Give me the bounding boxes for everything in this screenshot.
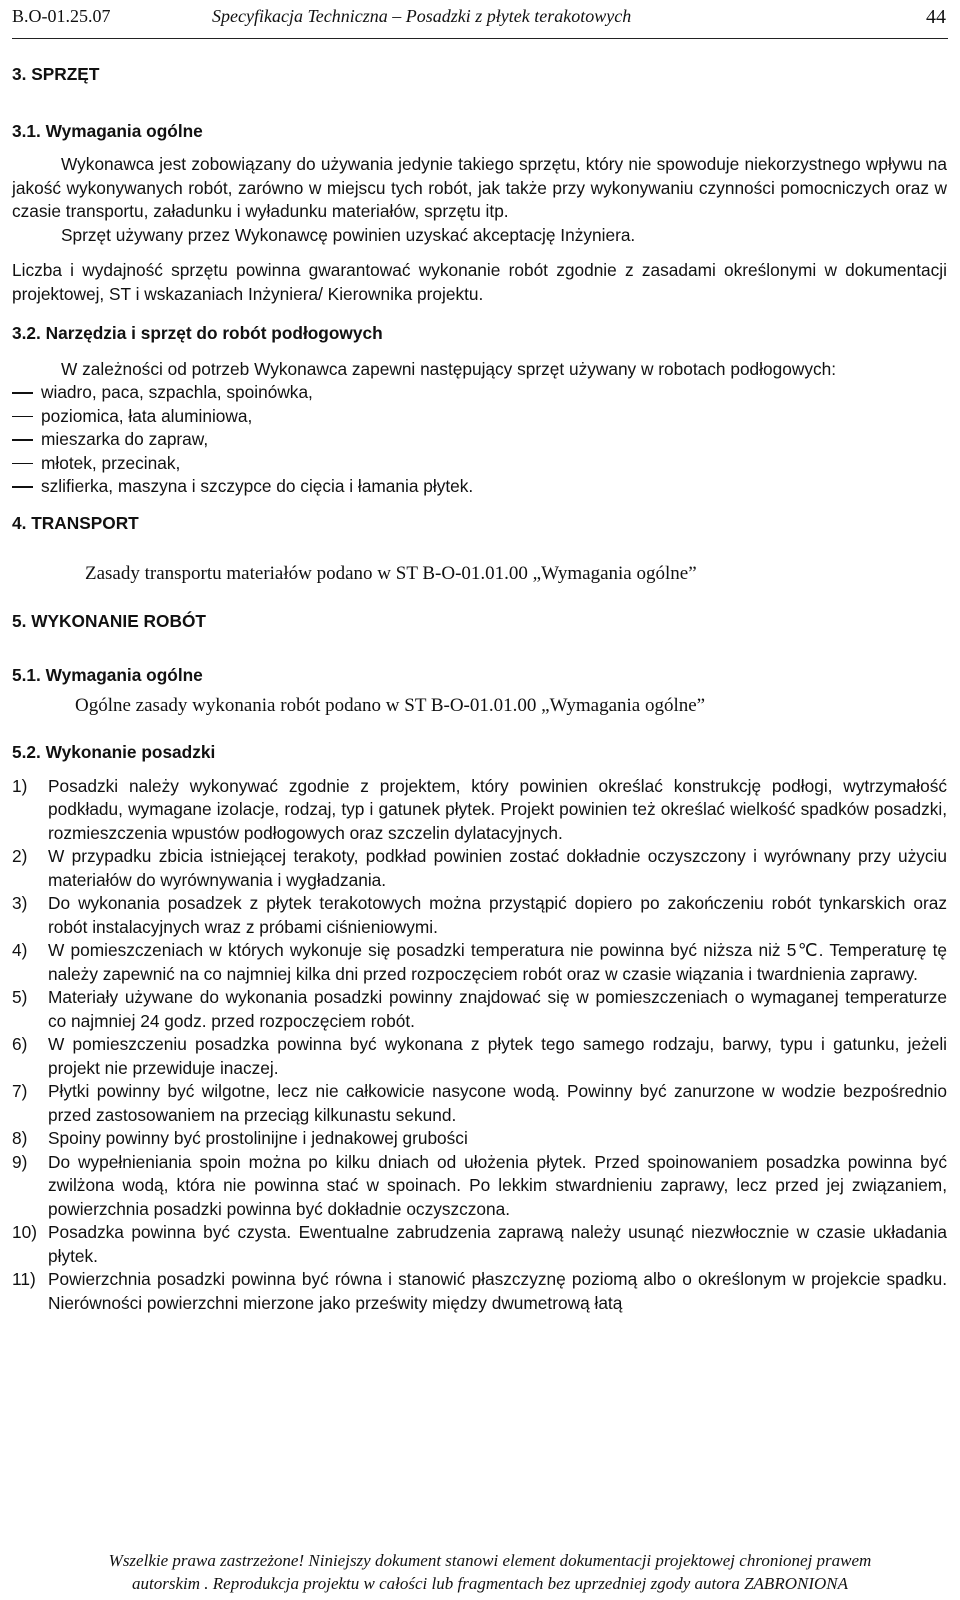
list-item-text: wiadro, paca, szpachla, spoinówka, [41, 382, 313, 402]
list-item [12, 381, 947, 405]
list-item [12, 475, 947, 499]
list-item [12, 1127, 947, 1151]
item-number: 4) [12, 940, 28, 960]
item-number: 10) [12, 1222, 37, 1242]
execution-steps-list [12, 775, 947, 1316]
item-number: 5) [12, 987, 28, 1007]
item-text: W przypadku zbicia istniejącej terakoty, podkład powinien zostać dokładnie oczyszczony i wyrównany przy użyciu materiałów do wyrównywania i wygładzania. [48, 846, 947, 890]
page-content [12, 40, 947, 1315]
section-5-heading: 5. WYKONANIE ROBÓT [12, 610, 206, 631]
section-3-1-paragraph-2: Sprzęt używany przez Wykonawcę powinien uzyskać akceptację Inżyniera. [61, 224, 636, 245]
list-item [12, 1268, 947, 1315]
list-item [12, 405, 947, 429]
footer-line-2: autorskim . Reprodukcja projektu w całości lub fragmentach bez uprzedniej zgody autora ZABRONIONA [132, 1574, 848, 1593]
item-text: Spoiny powinny być prostolinijne i jednakowej grubości [48, 1128, 468, 1148]
item-number: 1) [12, 775, 28, 796]
tools-list [12, 381, 947, 499]
dash-bullet [12, 463, 33, 465]
item-text: Do wypełnieniania spoin można po kilku dniach od ułożenia płytek. Przed spoinowaniem posadzka powinna być zwilżona wodą, która nie powinna stać w spoinach. Po lekkim stwardnieniu zaprawy, lecz przed jej związaniem, powierzchnia posadzki powinna być dokładnie oczyszczona. [48, 1151, 947, 1219]
list-item-text: szlifierka, maszyna i szczypce do cięcia i łamania płytek. [41, 476, 474, 496]
section-3-1-heading: 3.1. Wymagania ogólne [12, 120, 203, 141]
item-text: W pomieszczeniach w których wykonuje się posadzki temperatura nie powinna być niższa niż 5℃. Temperaturę tę należy zapewnić na co najmniej kilka dni przed rozpoczęciem robót oraz w czasie wiązania i twardnienia zaprawy. [48, 940, 947, 984]
section-3-1-paragraph-3: Liczba i wydajność sprzętu powinna gwarantować wykonanie robót zgodnie z zasadami określonymi w dokumentacji projektowej, ST i wskazaniach Inżyniera/ Kierownika projektu. [12, 260, 947, 304]
item-text: Materiały używane do wykonania posadzki powinny znajdować się w pomieszczeniach o wymaganej temperaturze co najmniej 24 godz. przed rozpoczęciem robót. [48, 987, 947, 1031]
list-item [12, 1151, 947, 1222]
page-footer [40, 1549, 940, 1595]
item-number: 9) [12, 1151, 28, 1172]
item-text: Do wykonania posadzek z płytek terakotowych można przystąpić dopiero po zakończeniu robót tynkarskich oraz robót instalacyjnych wraz z próbami ciśnieniowymi. [48, 893, 947, 937]
item-number: 3) [12, 893, 28, 913]
item-number: 2) [12, 846, 28, 866]
list-item [12, 845, 947, 892]
section-3-2-heading: 3.2. Narzędzia i sprzęt do robót podłogowych [12, 323, 383, 343]
item-text: Płytki powinny być wilgotne, lecz nie całkowicie nasycone wodą. Powinny być zanurzone w wodzie bezpośrednio przed zastosowaniem na przeciąg kilkunastu sekund. [48, 1081, 947, 1125]
section-5-1-heading: 5.1. Wymagania ogólne [12, 665, 203, 685]
dash-bullet [12, 486, 33, 488]
document-code: B.O-01.25.07 [12, 6, 111, 26]
list-item [12, 775, 947, 846]
dash-bullet [12, 439, 33, 441]
footer-line-1: Wszelkie prawa zastrzeżone! Niniejszy dokument stanowi element dokumentacji projektowej chronionej prawem [108, 1551, 872, 1570]
section-5-1-text: Ogólne zasady wykonania robót podano w ST B-O-01.01.00 „Wymagania ogólne” [75, 694, 706, 716]
item-number: 8) [12, 1128, 28, 1148]
item-number: 11) [12, 1269, 36, 1289]
section-4-heading: 4. TRANSPORT [12, 512, 139, 533]
item-text: Powierzchnia posadzki powinna być równa i stanowić płaszczyznę poziomą albo o określonym w projekcie spadku. Nierówności powierzchni mierzone jako prześwity między dwumetrową łatą [48, 1269, 947, 1313]
list-item-text: poziomica, łata aluminiowa, [41, 405, 253, 426]
list-item [12, 428, 947, 452]
item-number: 6) [12, 1034, 28, 1054]
dash-bullet [12, 392, 33, 394]
section-3-2-intro: W zależności od potrzeb Wykonawca zapewni następujący sprzęt używany w robotach podłogowych: [61, 358, 837, 379]
section-5-2-heading: 5.2. Wykonanie posadzki [12, 742, 216, 762]
page-header [12, 4, 948, 39]
page-number: 44 [926, 6, 946, 28]
list-item [12, 1080, 947, 1127]
item-text: W pomieszczeniu posadzka powinna być wykonana z płytek tego samego rodzaju, barwy, typu i gatunku, jeżeli projekt nie przewiduje inaczej. [48, 1034, 947, 1078]
item-text: Posadzki należy wykonywać zgodnie z projektem, który powinien określać konstrukcję podłogi, wytrzymałość podkładu, wymagane izolacje, rodzaj, typ i gatunek płytek. Projekt powinien też określać wielkość spadków posadzki, rozmieszczenia wpustów podłogowych oraz szczelin dylatacyjnych. [48, 775, 947, 843]
list-item [12, 1033, 947, 1080]
item-number: 7) [12, 1081, 28, 1101]
list-item [12, 986, 947, 1033]
section-3-1-paragraph-1: Wykonawca jest zobowiązany do używania jedynie takiego sprzętu, który nie spowoduje niekorzystnego wpływu na jakość wykonywanych robót, zarówno w miejscu tych robót, jak także przy wykonywaniu czynności pomocniczych oraz w czasie transportu, załadunku i wyładunku materiałów, sprzętu itp. [12, 154, 947, 221]
list-item [12, 1221, 947, 1268]
list-item [12, 452, 947, 476]
list-item [12, 939, 947, 986]
section-3-heading: 3. SPRZĘT [12, 64, 100, 84]
list-item [12, 892, 947, 939]
document-title: Specyfikacja Techniczna – Posadzki z płytek terakotowych [212, 6, 632, 26]
section-4-text: Zasady transportu materiałów podano w ST B-O-01.01.00 „Wymagania ogólne” [85, 563, 697, 584]
list-item-text: mieszarka do zapraw, [41, 429, 209, 449]
list-item-text: młotek, przecinak, [41, 452, 181, 473]
dash-bullet [12, 416, 33, 418]
item-text: Posadzka powinna być czysta. Ewentualne zabrudzenia zaprawą należy usunąć niezwłocznie w czasie układania płytek. [48, 1222, 947, 1266]
